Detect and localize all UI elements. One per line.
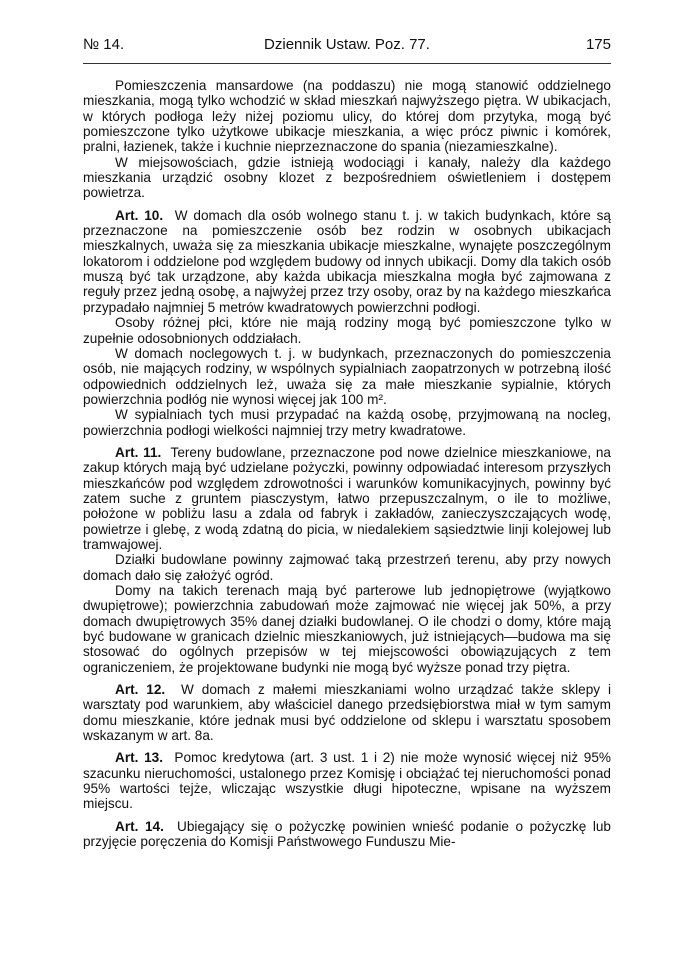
document-body (83, 78, 611, 850)
page-header (83, 36, 611, 56)
paragraph: W sypialniach tych musi przypadać na każdą osobę, przyjmowaną na nocleg, powierzchnia podłogi wielkości najmniej trzy metry kwadratowe. (83, 407, 611, 438)
issue-number: № 14. (83, 36, 125, 53)
paragraph: Osoby różnej płci, które nie mają rodziny mogą być pomieszczone tylko w zupełnie odosobnionych oddziałach. (83, 315, 611, 346)
article-11: Art. 11. Tereny budowlane, przeznaczone pod nowe dzielnice mieszkaniowe, na zakup których mają być udzielane pożyczki, powinny odpowiadać interesom przyszłych mieszkańców pod względem zdrowotności i warunków komunikacyjnych, powinny być zatem suche z gruntem piasczystym, łatwo przepuszczalnym, o ile to możliwe, położone w pobliżu lasu a zdala od fabryk i zakładów, zanieczyszczających wodę, powietrze i glebę, z wodą zdatną do picia, w niedalekiem sąsiedztwie linji kolejowej lub tramwajowej. (83, 444, 611, 552)
article-label: Art. 10. (115, 207, 164, 223)
article-12: Art. 12. W domach z małemi mieszkaniami wolno urządzać także sklepy i warsztaty pod warunkiem, aby właściciel danego przedsiębiorstwa miał w tym samym domu mieszkanie, które jednak musi być oddzielone od sklepu i warsztatu sposobem wskazanym w art. 8a. (83, 682, 611, 744)
article-10: Art. 10. W domach dla osób wolnego stanu t. j. w takich budynkach, które są przeznaczone na pomieszczenie osób bez rodzin w osobnych ubikacjach mieszkalnych, uważa się za mieszkania ubikacje mieszkalne, wynajęte poszczególnym lokatorom i oddzielone pod względem budowy od innych ubikacji. Domy dla takich osób muszą być tak urządzone, aby każda ubikacja mieszkalna mogła być zajmowana z reguły przez jedną osobę, a najwyżej przez trzy osoby, oraz by na każdego mieszkańca przypadało najmniej 5 metrów kwadratowych powierzchni podłogi. (83, 207, 611, 315)
page-number: 175 (585, 36, 611, 53)
article-label: Art. 14. (115, 818, 164, 834)
header-rule (83, 63, 611, 64)
article-label: Art. 13. (115, 750, 163, 766)
paragraph: Działki budowlane powinny zajmować taką przestrzeń terenu, aby przy nowych domach dało się założyć ogród. (83, 552, 611, 583)
paragraph: W miejsowościach, gdzie istnieją wodociągi i kanały, należy dla każdego mieszkania urządzić osobny klozet z bezpośredniem oświetleniem i dostępem powietrza. (83, 154, 611, 201)
paragraph: W domach noclegowych t. j. w budynkach, przeznaczonych do pomieszczenia osób, nie mających rodziny, w wspólnych sypialniach zaopatrzonych w potrzebną ilość odpowiednich oddzielnych leż, uważa się za małe mieszkanie sypialnie, których powierzchnia podłóg nie wynosi więcej jak 100 m². (83, 345, 611, 407)
article-label: Art. 12. (115, 682, 166, 698)
article-13: Art. 13. Pomoc kredytowa (art. 3 ust. 1 i 2) nie może wynosić więcej niż 95% szacunku nieruchomości, ustalonego przez Komisję i obciążać tej nieruchomości ponad 95% wartości tejże, wliczając wszystkie długi hipoteczne, wpisane na wyższem miejscu. (83, 750, 611, 812)
paragraph: Domy na takich terenach mają być parterowe lub jednopiętrowe (wyjątkowo dwupiętrowe); powierzchnia zabudowań może zajmować nie więcej jak 50%, a przy domach dwupiętrowych 35% danej działki budowlanej. O ile chodzi o domy, które mają być budowane w granicach dzielnic mieszkaniowych, już istniejących—budowa ma się stosować do ogólnych przepisów w tej miejscowości obowiązujących z tem ograniczeniem, że projektowane budynki nie mogą być wyższe ponad trzy piętra. (83, 583, 611, 675)
article-label: Art. 11. (115, 444, 162, 460)
journal-title: Dziennik Ustaw. Poz. 77. (264, 36, 430, 53)
article-14: Art. 14. Ubiegający się o pożyczkę powinien wnieść podanie o pożyczkę lub przyjęcie poręczenia do Komisji Państwowego Funduszu Mie- (83, 818, 611, 850)
paragraph: Pomieszczenia mansardowe (na poddaszu) nie mogą stanowić oddzielnego mieszkania, mogą tylko wchodzić w skład mieszkań najwyższego piętra. W ubikacjach, w których podłoga leży niżej poziomu ulicy, do której dom przytyka, mogą być pomieszczone tylko użytkowe ubikacje mieszkania, a więc prócz piwnic i komórek, pralni, łazienek, także i kuchnie nieprzeznaczone do spania (niezamieszkalne). (83, 78, 611, 155)
